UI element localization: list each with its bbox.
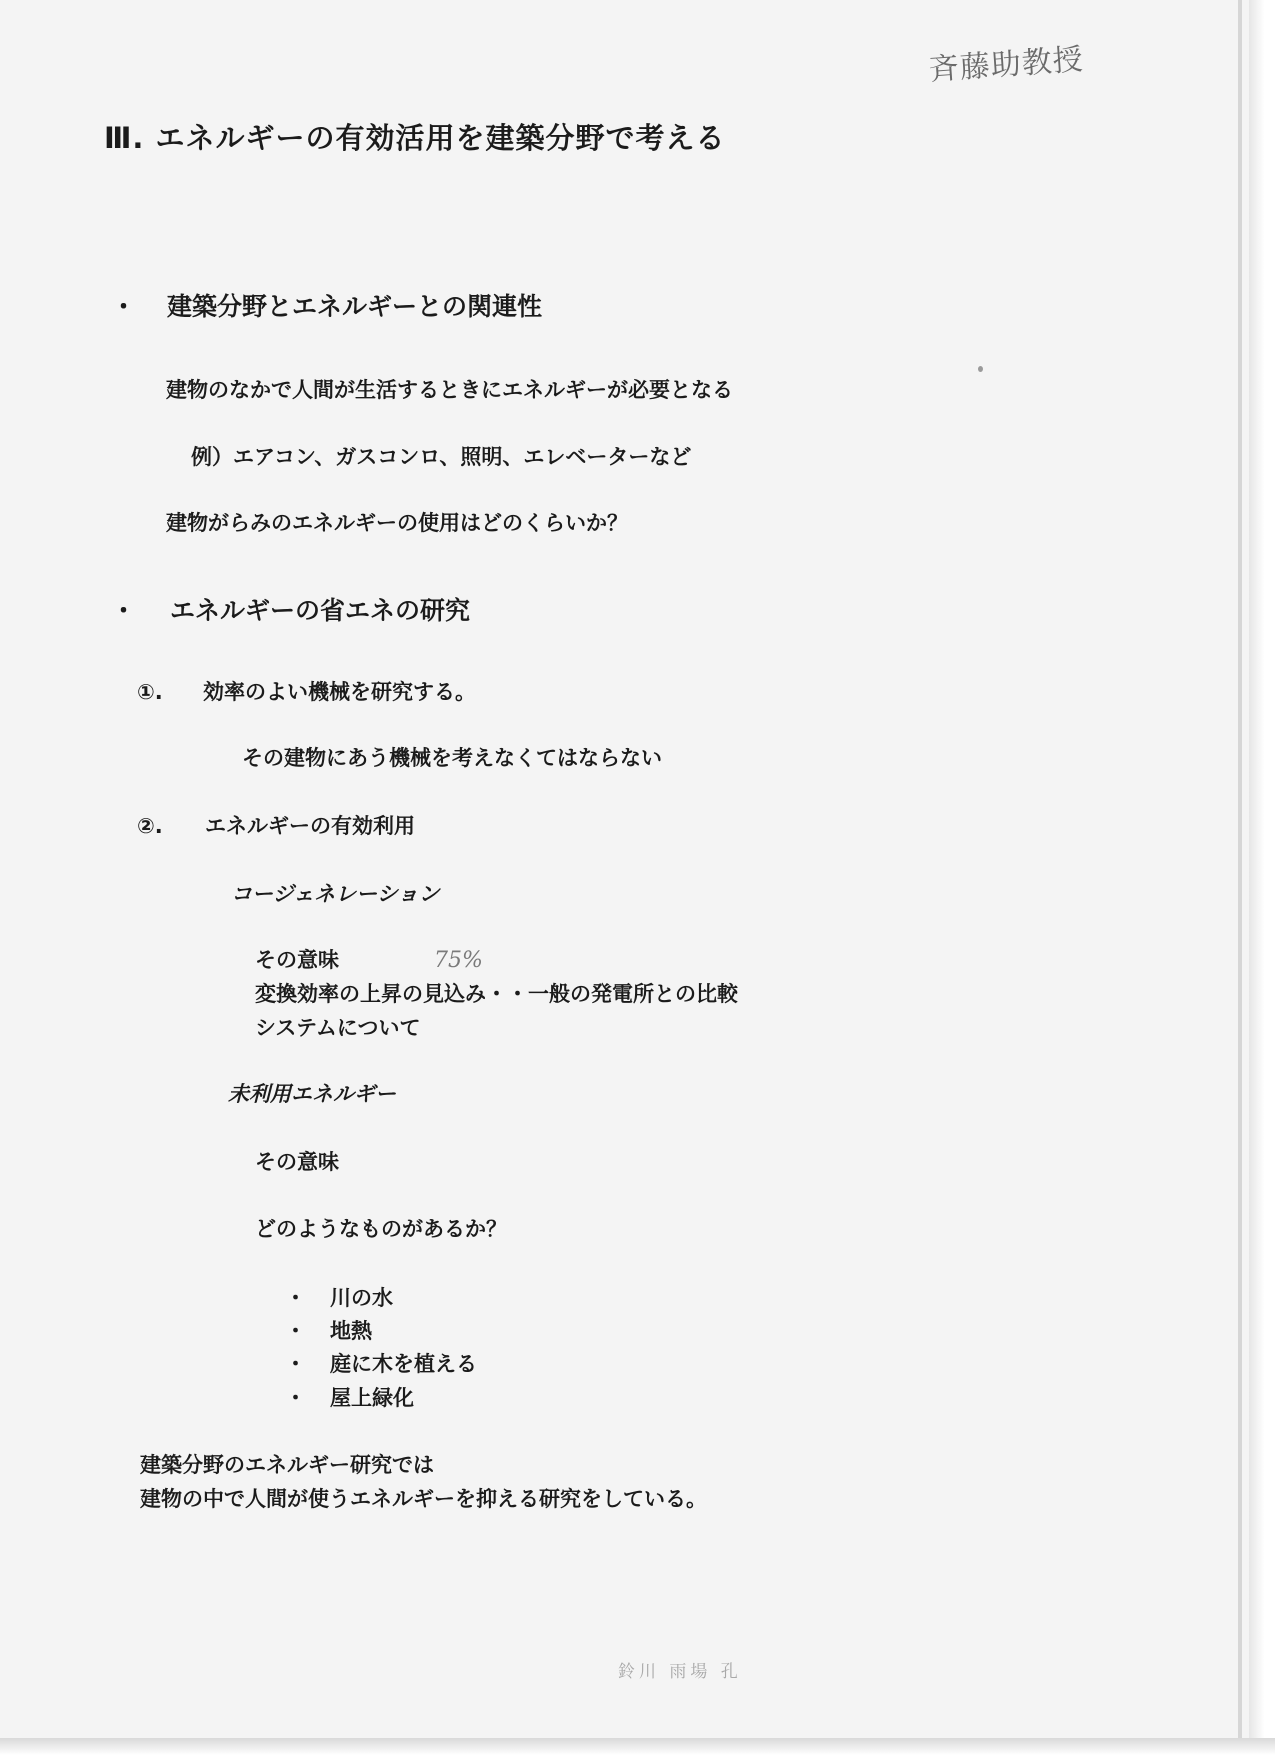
section1-question: 建物がらみのエネルギーの使用はどのくらいか？	[166, 511, 628, 535]
example-river-water: 川の水	[330, 1286, 393, 1310]
scan-edge-line	[1238, 0, 1242, 1755]
item2-heading: エネルギーの有効利用	[205, 814, 415, 838]
section1-line1: 建物のなかで人間が生活するときにエネルギーが必要となる	[166, 378, 733, 402]
example-rooftop-greening: 屋上緑化	[330, 1386, 414, 1410]
section1-bullet: ・	[111, 292, 137, 321]
handwritten-name-top: 斉藤助教授	[927, 42, 1085, 88]
example-geothermal: 地熱	[330, 1319, 372, 1343]
example-bullet: ・	[285, 1286, 306, 1310]
conclusion-line1: 建築分野のエネルギー研究では	[140, 1453, 434, 1477]
cogeneration-title: コージェネレーション	[231, 882, 440, 906]
handwritten-note-75: 75%	[434, 948, 483, 973]
conclusion-line2: 建物の中で人間が使うエネルギーを抑える研究をしている。	[140, 1487, 707, 1511]
cogeneration-efficiency: 変換効率の上昇の見込み・・一般の発電所との比較	[255, 982, 738, 1006]
handwritten-name-bottom: 鈴川 雨場 孔	[618, 1662, 742, 1682]
item1-line: その建物にあう機械を考えなくてはならない	[242, 746, 662, 770]
unused-energy-title: 未利用エネルギー	[228, 1082, 396, 1106]
cogeneration-system: システムについて	[255, 1016, 421, 1040]
scan-speck	[978, 366, 983, 372]
unused-energy-meaning: その意味	[255, 1150, 339, 1174]
example-bullet: ・	[285, 1386, 306, 1410]
section1-example-line: 例）エアコン、ガスコンロ、照明、エレベーターなど	[191, 445, 692, 469]
cogeneration-meaning: その意味	[255, 948, 339, 972]
section1-heading: 建築分野とエネルギーとの関連性	[167, 292, 543, 321]
section2-bullet: ・	[111, 596, 137, 625]
item2-number: ②.	[137, 814, 163, 838]
unused-energy-question: どのようなものがあるか？	[255, 1217, 507, 1241]
scan-edge-right	[1249, 0, 1275, 1755]
example-plant-trees: 庭に木を植える	[330, 1352, 477, 1376]
scan-edge-bottom	[0, 1738, 1275, 1755]
page-title: Ⅲ. エネルギーの有効活用を建築分野で考える	[104, 121, 726, 155]
item1-number: ①.	[137, 680, 163, 704]
example-bullet: ・	[285, 1319, 306, 1343]
section2-heading: エネルギーの省エネの研究	[170, 596, 471, 625]
example-bullet: ・	[285, 1352, 306, 1376]
item1-heading: 効率のよい機械を研究する。	[203, 680, 476, 704]
